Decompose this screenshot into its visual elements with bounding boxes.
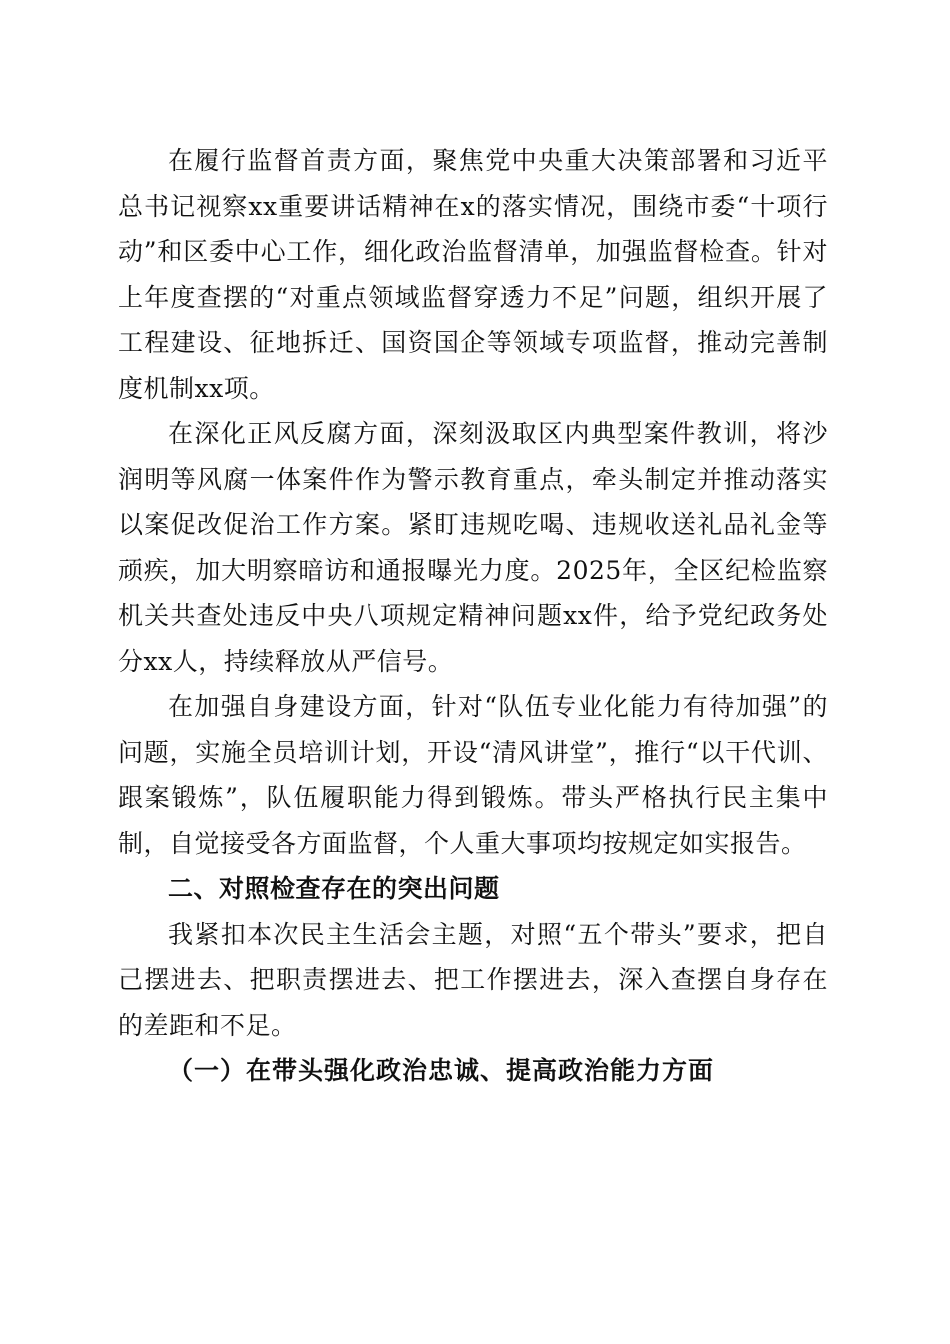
- document-body: [118, 138, 828, 1094]
- section-intro-paragraph: 我紧扣本次民主生活会主题，对照“五个带头”要求，把自己摆进去、把职责摆进去、把工作摆进去，深入查摆自身存在的差距和不足。: [118, 919, 828, 1040]
- paragraph-supervision: 在履行监督首责方面，聚焦党中央重大决策部署和习近平总书记视察xx重要讲话精神在x的落实情况，围绕市委“十项行动”和区委中心工作，细化政治监督清单，加强监督检查。针对上年度查摆的“对重点领域监督穿透力不足”问题，组织开展了工程建设、征地拆迁、国资国企等领域专项监督，推动完善制度机制xx项。: [118, 146, 828, 403]
- paragraph-anti-corruption: 在深化正风反腐方面，深刻汲取区内典型案件教训，将沙润明等风腐一体案件作为警示教育重点，牵头制定并推动落实以案促改促治工作方案。紧盯违规吃喝、违规收送礼品礼金等顽疾，加大明察暗访和通报曝光力度。2025年，全区纪检监察机关共查处违反中央八项规定精神问题xx件，给予党纪政务处分xx人，持续释放从严信号。: [118, 419, 828, 676]
- section-heading: 二、对照检查存在的突出问题: [168, 874, 500, 903]
- subsection-heading: （一）在带头强化政治忠诚、提高政治能力方面: [168, 1056, 715, 1085]
- paragraph-self-building: 在加强自身建设方面，针对“队伍专业化能力有待加强”的问题，实施全员培训计划，开设“清风讲堂”，推行“以干代训、跟案锻炼”，队伍履职能力得到锻炼。带头严格执行民主集中制，自觉接受各方面监督，个人重大事项均按规定如实报告。: [118, 692, 828, 858]
